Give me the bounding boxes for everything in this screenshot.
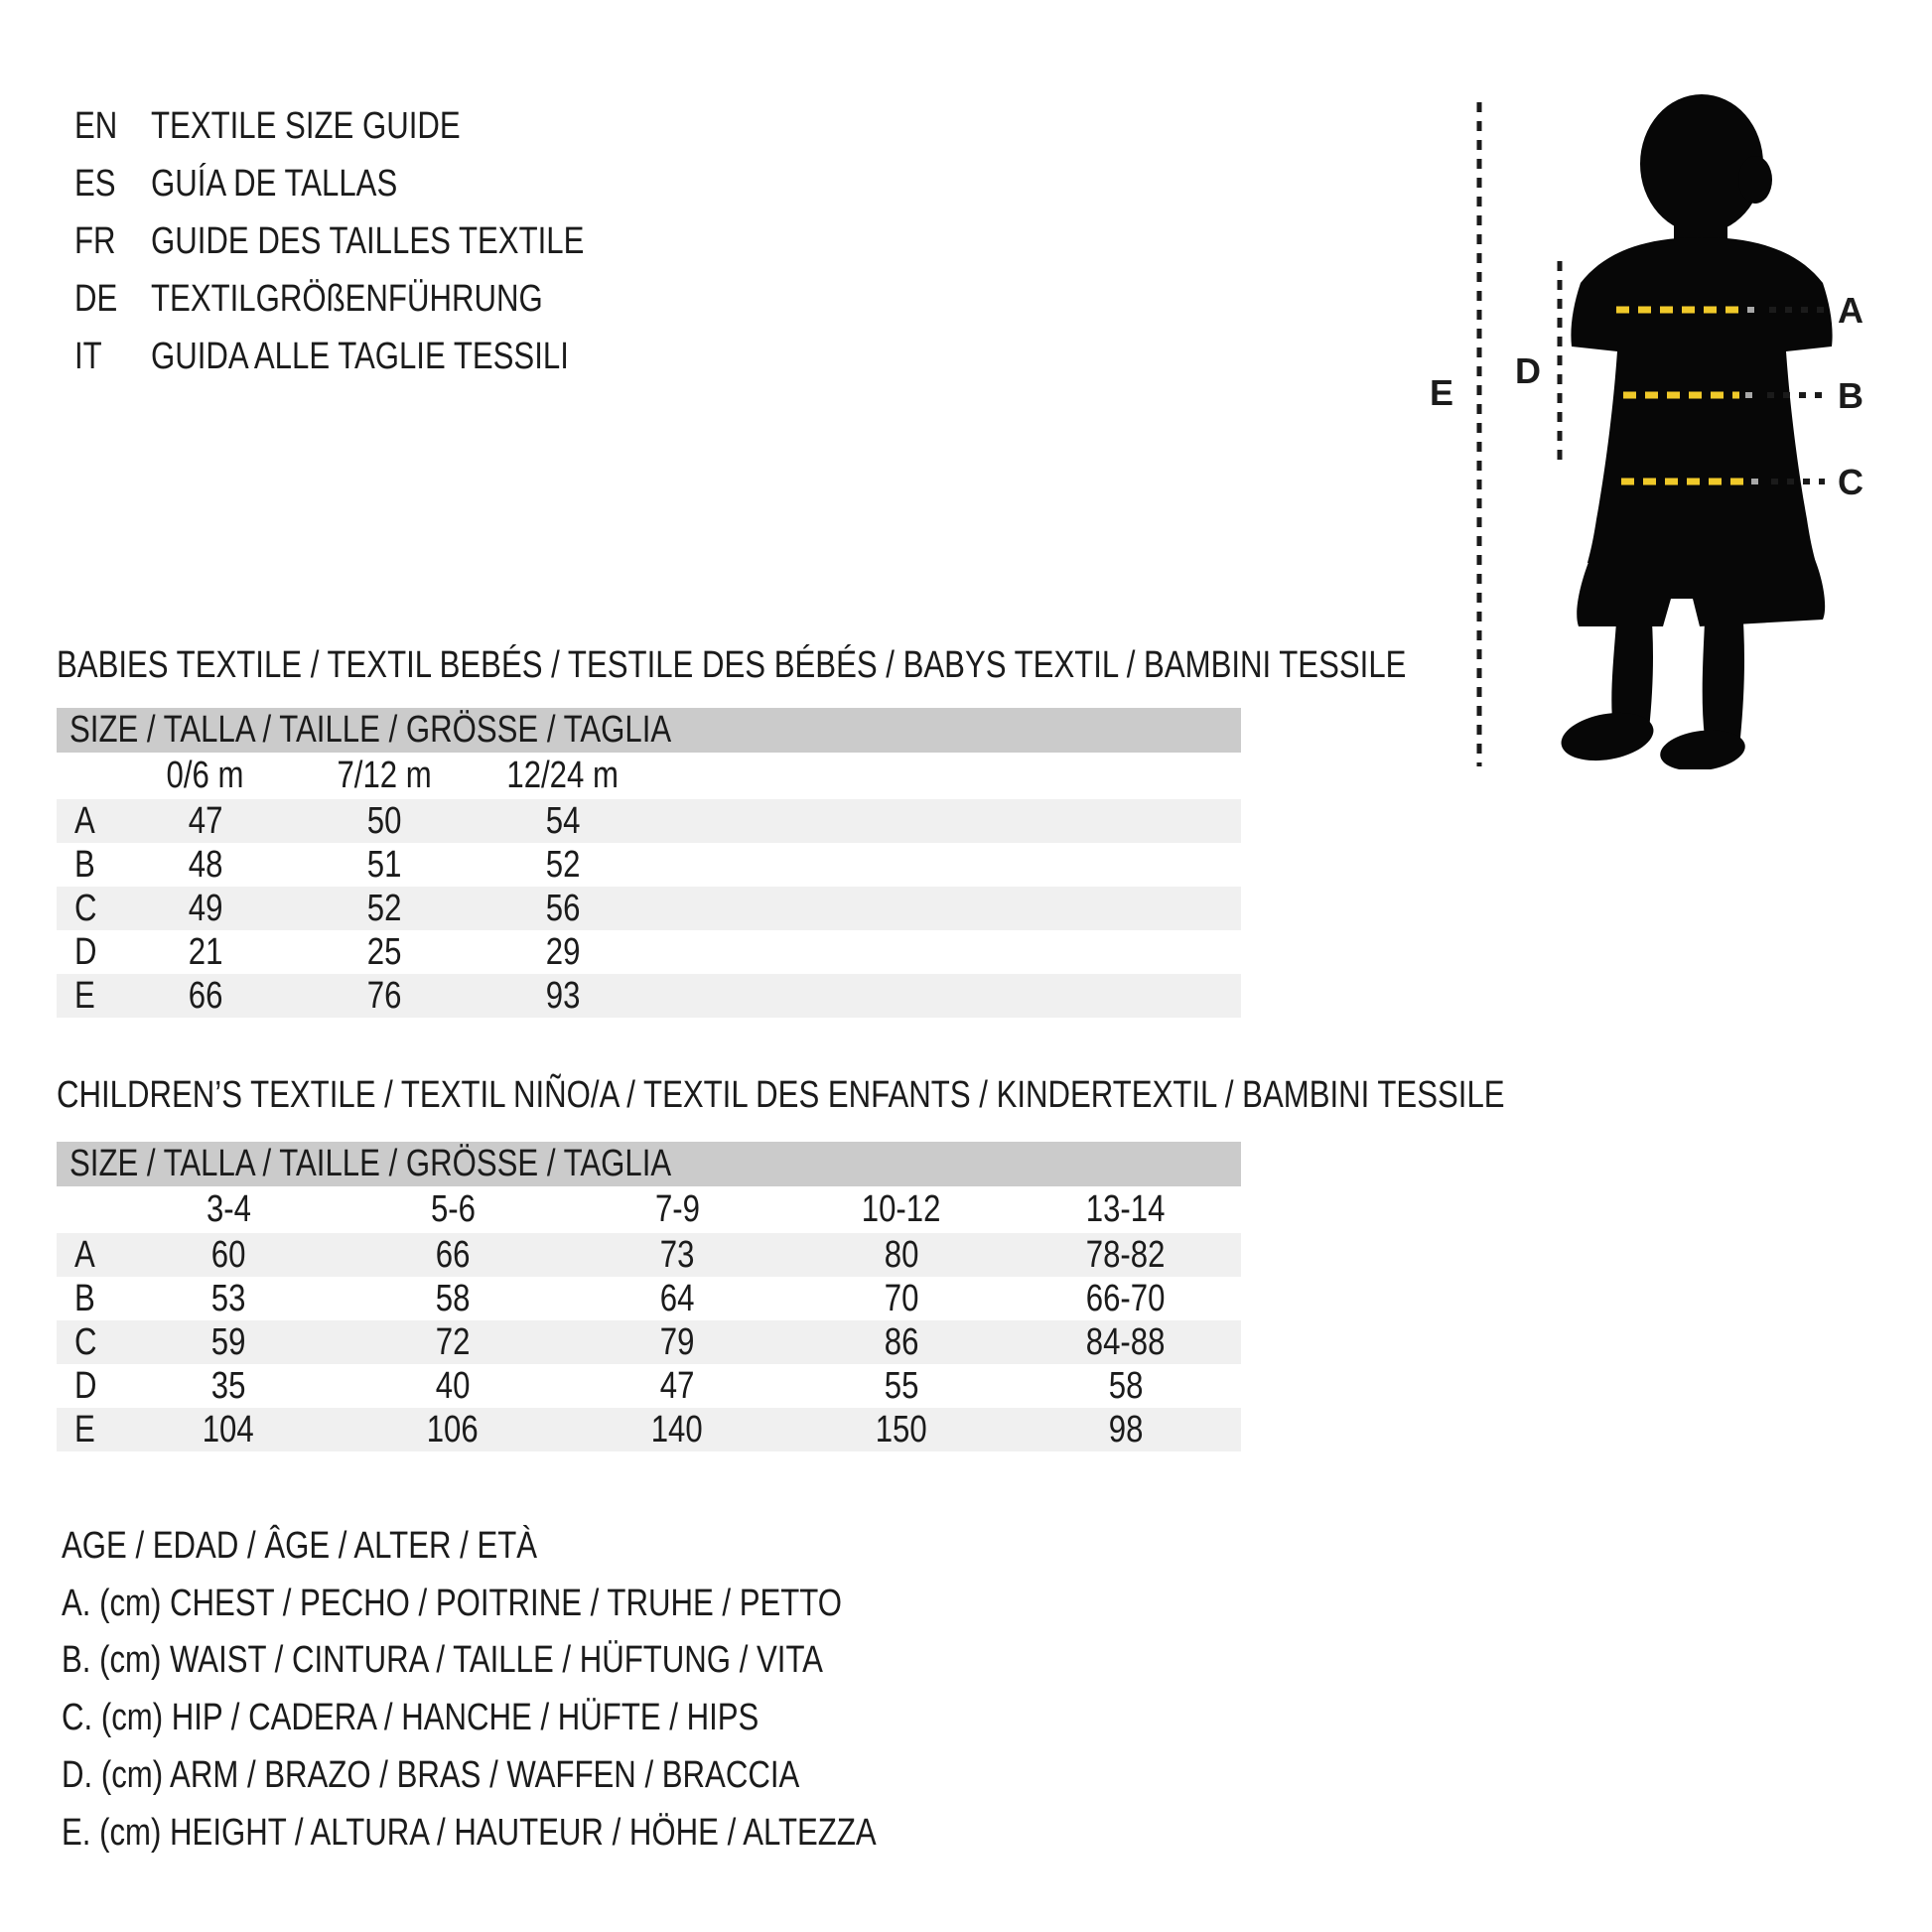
measure-label-b: B [1838,375,1863,416]
row-label: E [74,974,95,1017]
language-code: DE [74,278,118,320]
children-size-header-bar: SIZE / TALLA / TAILLE / GRÖSSE / TAGLIA [57,1142,1241,1186]
table-cell: 93 [545,974,581,1017]
table-row [57,887,1241,930]
language-code: ES [74,163,116,205]
table-cell: 86 [884,1320,919,1363]
language-row [74,270,679,328]
table-cell: 55 [884,1364,919,1407]
table-cell: 66 [188,974,223,1017]
table-cell: 79 [659,1320,695,1363]
table-cell: 66 [435,1233,471,1276]
language-row [74,97,679,155]
table-row [57,1320,1241,1364]
column-header: 3-4 [206,1188,251,1230]
table-cell: 49 [188,887,223,929]
table-cell: 70 [884,1277,919,1319]
children-table [57,1186,1241,1451]
silhouette-torso [1571,237,1832,563]
table-header-row [57,753,1241,799]
table-cell: 78-82 [1086,1233,1166,1276]
table-cell: 21 [188,930,223,973]
table-header-row [57,1186,1241,1233]
table-cell: 54 [545,799,581,842]
language-row [74,155,679,212]
row-label: B [74,1277,95,1319]
legend-line: A. (cm) CHEST / PECHO / POITRINE / TRUHE / PETTO [62,1582,843,1624]
language-title: GUIDA ALLE TAGLIE TESSILI [151,336,569,377]
table-cell: 104 [203,1408,254,1450]
table-cell: 150 [876,1408,927,1450]
table-row [57,1408,1241,1451]
measure-label-c: C [1838,462,1863,502]
table-cell: 76 [366,974,402,1017]
table-row [57,974,1241,1018]
row-label: C [74,887,97,929]
column-header: 5-6 [430,1188,476,1230]
babies-table [57,753,1241,1018]
table-row [57,930,1241,974]
table-row [57,1277,1241,1320]
table-cell: 140 [651,1408,703,1450]
table-cell: 52 [366,887,402,929]
table-cell: 58 [1108,1364,1144,1407]
table-cell: 51 [366,843,402,886]
legend-line: C. (cm) HIP / CADERA / HANCHE / HÜFTE / HIPS [62,1697,759,1739]
table-cell: 48 [188,843,223,886]
language-code: FR [74,220,116,262]
table-cell: 64 [659,1277,695,1319]
legend-line: B. (cm) WAIST / CINTURA / TAILLE / HÜFTUNG / VITA [62,1639,823,1682]
table-cell: 60 [210,1233,246,1276]
row-label: D [74,1364,97,1407]
table-row [57,1364,1241,1408]
table-cell: 47 [188,799,223,842]
legend [62,1518,1055,1862]
table-cell: 80 [884,1233,919,1276]
table-cell: 35 [210,1364,246,1407]
language-row [74,328,679,385]
language-code: IT [74,336,102,377]
measure-label-d: D [1515,350,1541,391]
silhouette-right-leg [1703,622,1744,738]
silhouette-hair [1738,156,1772,204]
column-header: 12/24 m [506,755,620,796]
column-header: 10-12 [862,1188,941,1230]
column-header: 7-9 [654,1188,700,1230]
row-label: A [74,799,95,842]
row-label: C [74,1320,97,1363]
language-row [74,212,679,270]
children-section-title: CHILDREN’S TEXTILE / TEXTIL NIÑO/A / TEXTIL DES ENFANTS / KINDERTEXTIL / BAMBINI TESSILE [57,1074,1505,1116]
language-title: GUIDE DES TAILLES TEXTILE [151,220,585,262]
row-label: E [74,1408,95,1450]
table-cell: 25 [366,930,402,973]
table-cell: 72 [435,1320,471,1363]
table-cell: 29 [545,930,581,973]
babies-size-header-bar: SIZE / TALLA / TAILLE / GRÖSSE / TAGLIA [57,708,1241,753]
table-cell: 58 [435,1277,471,1319]
language-title: TEXTILGRÖßENFÜHRUNG [151,278,543,320]
row-label: D [74,930,97,973]
legend-line: E. (cm) HEIGHT / ALTURA / HAUTEUR / HÖHE / ALTEZZA [62,1811,877,1854]
column-header: 13-14 [1086,1188,1166,1230]
language-code: EN [74,105,118,147]
table-cell: 53 [210,1277,246,1319]
table-row [57,843,1241,887]
column-header: 0/6 m [167,755,244,796]
language-title: TEXTILE SIZE GUIDE [151,105,461,147]
language-title: GUÍA DE TALLAS [151,163,398,205]
row-label: A [74,1233,95,1276]
measure-label-a: A [1838,290,1863,331]
silhouette-shorts [1577,557,1825,626]
table-row [57,799,1241,843]
legend-line: D. (cm) ARM / BRAZO / BRAS / WAFFEN / BRACCIA [62,1753,800,1796]
table-cell: 106 [427,1408,479,1450]
column-header: 7/12 m [337,755,432,796]
legend-line: AGE / EDAD / ÂGE / ALTER / ETÀ [62,1525,538,1567]
table-cell: 73 [659,1233,695,1276]
table-cell: 52 [545,843,581,886]
row-label: B [74,843,95,886]
babies-section-title: BABIES TEXTILE / TEXTIL BEBÉS / TESTILE DES BÉBÉS / BABYS TEXTIL / BAMBINI TESSILE [57,644,1407,686]
table-cell: 59 [210,1320,246,1363]
language-guide [74,97,679,385]
table-cell: 40 [435,1364,471,1407]
table-row [57,1233,1241,1277]
measure-label-e: E [1429,372,1454,413]
table-cell: 56 [545,887,581,929]
table-cell: 84-88 [1086,1320,1166,1363]
table-cell: 66-70 [1086,1277,1166,1319]
table-cell: 98 [1108,1408,1144,1450]
table-cell: 50 [366,799,402,842]
table-cell: 47 [659,1364,695,1407]
